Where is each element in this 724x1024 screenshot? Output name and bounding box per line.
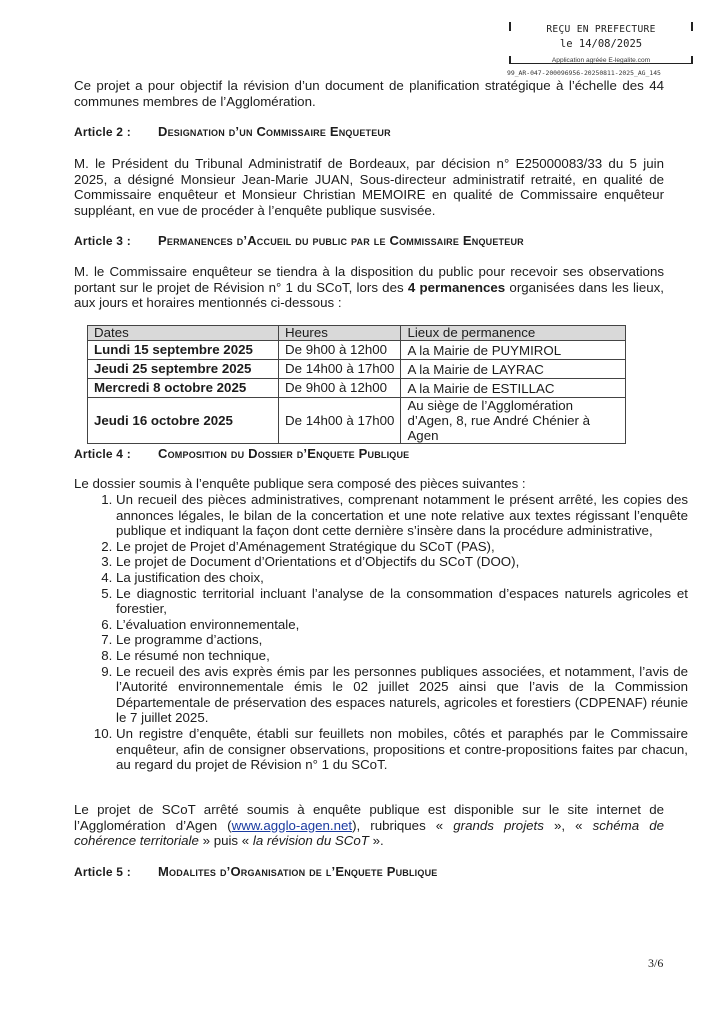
permanences-table — [87, 325, 626, 444]
stamp-reference: 99_AR-047-200096956-20250811-2025_AG_145 — [507, 69, 661, 77]
article-number: Article 3 : — [74, 234, 131, 248]
stamp-title: REÇU EN PREFECTURE — [546, 24, 656, 35]
article-3-text: M. le Commissaire enquêteur se tiendra à la disposition du public pour recevoir ses observations portant sur le projet de Révision n° 1 du SCoT, lors des 4 permanences organisées dans les lieux, aux jours et horaires mentionnés ci-dessous : — [74, 264, 664, 311]
permanences-count: 4 permanences — [407, 279, 506, 295]
article-number: Article 5 : — [74, 865, 131, 879]
table-cell-place: Au siège de l’Agglomération d’Agen, 8, rue André Chénier à Agen — [401, 398, 626, 444]
prefecture-stamp — [509, 20, 693, 76]
list-item: 2. Le projet de Projet d’Aménagement Stratégique du SCoT (PAS), — [116, 539, 688, 555]
stamp-date: le 14/08/2025 — [559, 38, 643, 50]
table-cell-hours: De 9h00 à 12h00 — [279, 341, 401, 360]
list-item: 9. Le recueil des avis exprès émis par les personnes publiques associées, et notamment, l’avis de l’Autorité environnementale émis le 02 juillet 2025 ainsi que l’avis de la Commission Départementale de préservation des espaces naturels, agricoles et forestiers (CDPENAF) réunie le 7 juillet 2025. — [116, 664, 688, 726]
article-2-heading — [74, 124, 391, 141]
article-3-heading — [74, 233, 524, 250]
table-cell-date: Lundi 15 septembre 2025 — [88, 341, 279, 360]
table-cell-date: Mercredi 8 octobre 2025 — [88, 379, 279, 398]
table-cell-hours: De 14h00 à 17h00 — [279, 360, 401, 379]
table-cell-hours: De 14h00 à 17h00 — [279, 398, 401, 444]
intro-paragraph: Ce projet a pour objectif la révision d’un document de planification stratégique à l’échelle des 44 communes membres de l’Agglomération. — [74, 78, 664, 109]
list-item: 1. Un recueil des pièces administratives, comprenant notamment le présent arrêté, les copies des annonces légales, le bilan de la concertation et une note relative aux textes régissant l’enquête publique et indiquant la façon dont cette dernière s’insère dans la procédure administrative, — [116, 492, 688, 539]
table-row — [88, 379, 626, 398]
list-item: 5. Le diagnostic territorial incluant l’analyse de la consommation d’espaces naturels agricoles et forestier, — [116, 586, 688, 617]
list-item: 4. La justification des choix, — [116, 570, 688, 586]
list-item: 6. L’évaluation environnementale, — [116, 617, 688, 633]
table-cell-place: A la Mairie de ESTILLAC — [401, 379, 626, 398]
agglo-website-link[interactable]: www.agglo-agen.net — [231, 817, 353, 833]
article-title: Composition du Dossier d’Enquete Publique — [158, 446, 410, 461]
article-number: Article 2 : — [74, 125, 131, 139]
article-title: Permanences d’Accueil du public par le Commissaire Enqueteur — [158, 233, 524, 248]
table-cell-date: Jeudi 25 septembre 2025 — [88, 360, 279, 379]
page-number: 3/6 — [648, 956, 664, 970]
table-cell-date: Jeudi 16 octobre 2025 — [88, 398, 279, 444]
closing-paragraph: Le projet de SCoT arrêté soumis à enquête publique est disponible sur le site internet de l’Agglomération d’Agen (www.agglo-agen.net), rubriques « grands projets », « schéma de cohérence territoriale » puis « la révision du SCoT ». — [74, 802, 664, 849]
table-cell-hours: De 9h00 à 12h00 — [279, 379, 401, 398]
list-item: 10. Un registre d’enquête, établi sur feuillets non mobiles, côtés et paraphés par le Commissaire enquêteur, afin de consigner observations, propositions et contre-propositions faites par chacun, au regard du projet de Révision n° 1 du SCoT. — [116, 726, 688, 773]
table-header: Heures — [279, 326, 401, 341]
article-4-lead: Le dossier soumis à l’enquête publique sera composé des pièces suivantes : — [74, 476, 526, 491]
table-row — [88, 398, 626, 444]
list-item: 7. Le programme d’actions, — [116, 632, 688, 648]
list-item: 8. Le résumé non technique, — [116, 648, 688, 664]
pieces-list — [92, 492, 688, 773]
article-number: Article 4 : — [74, 447, 131, 461]
table-row — [88, 341, 626, 360]
table-header: Lieux de permanence — [401, 326, 626, 341]
list-item: 3. Le projet de Document d’Orientations et d’Objectifs du SCoT (DOO), — [116, 554, 688, 570]
article-title: Modalites d’Organisation de l’Enquete Publique — [158, 864, 438, 879]
table-header-row — [88, 326, 626, 341]
table-cell-place: A la Mairie de LAYRAC — [401, 360, 626, 379]
article-5-heading — [74, 864, 438, 881]
article-4-heading — [74, 446, 409, 463]
article-title: Designation d’un Commissaire Enqueteur — [158, 124, 391, 139]
table-header: Dates — [88, 326, 279, 341]
table-row — [88, 360, 626, 379]
table-cell-place: A la Mairie de PUYMIROL — [401, 341, 626, 360]
stamp-application: Application agréée E-legalite.com — [551, 57, 651, 64]
article-2-text: M. le Président du Tribunal Administratif de Bordeaux, par décision n° E25000083/33 du 5 juin 2025, a désigné Monsieur Jean-Marie JUAN, Sous-directeur administratif retraité, en qualité de Commissaire enquêteur et Monsieur Christian MEMOIRE en qualité de Commissaire enquêteur suppléant, en vue de procéder à l’enquête publique susvisée. — [74, 156, 664, 218]
